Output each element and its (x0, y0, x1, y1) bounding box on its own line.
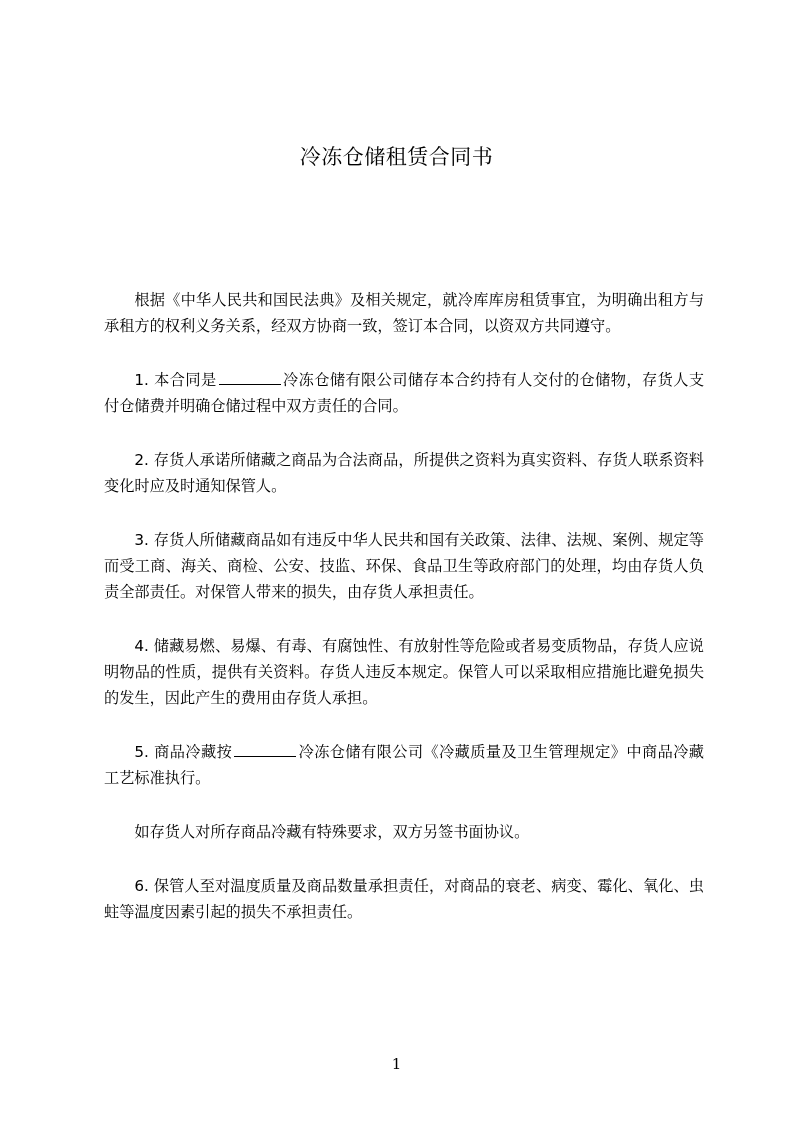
clause-1-end: 冷冻仓储有限公司储存本合约持有人交付的仓储物，存货人支付仓储费并明确仓储过程中双方责任的合同。 (104, 371, 705, 415)
clause-2: 2. 存货人承诺所储藏之商品为合法商品，所提供之资料为真实资料、存货人联系资料变化时应及时通知保管人。 (104, 451, 704, 495)
clause-1 (104, 367, 704, 419)
clause-6: 6. 保管人至对温度质量及商品数量承担责任，对商品的衰老、病变、霉化、氧化、虫蛀等温度因素引起的损失不承担责任。 (104, 877, 704, 921)
page-number: 1 (391, 1055, 402, 1073)
clause-4: 4. 储藏易燃、易爆、有毒、有腐蚀性、有放射性等危险或者易变质物品，存货人应说明物品的性质，提供有关资料。存货人违反本规定。保管人可以采取相应措施比避免损失的发生，因此产生的费用由存货人承担。 (104, 637, 704, 707)
intro-paragraph: 根据《中华人民共和国民法典》及相关规定，就冷库库房租赁事宜，为明确出租方与承租方的权利义务关系，经双方协商一致，签订本合同，以资双方共同遵守。 (104, 291, 704, 335)
clause-3: 3. 存货人所储藏商品如有违反中华人民共和国有关政策、法律、法规、案例、规定等而受工商、海关、商检、公安、技监、环保、食品卫生等政府部门的处理，均由存货人负责全部责任。对保管人带来的损失，由存货人承担责任。 (104, 531, 704, 601)
clause-5 (104, 739, 704, 791)
clause-5-end: 冷冻仓储有限公司《冷藏质量及卫生管理规定》中商品冷藏工艺标准执行。 (104, 743, 704, 787)
document-body (104, 287, 704, 953)
blank-company-name-1 (219, 369, 281, 385)
clause-1-start: 1. 本合同是 (134, 371, 217, 389)
special-requirements-paragraph: 如存货人对所存商品冷藏有特殊要求，双方另签书面协议。 (134, 823, 530, 841)
document-title: 冷冻仓储租赁合同书 (299, 145, 494, 169)
blank-company-name-2 (234, 741, 296, 757)
clause-5-start: 5. 商品冷藏按 (134, 743, 233, 761)
